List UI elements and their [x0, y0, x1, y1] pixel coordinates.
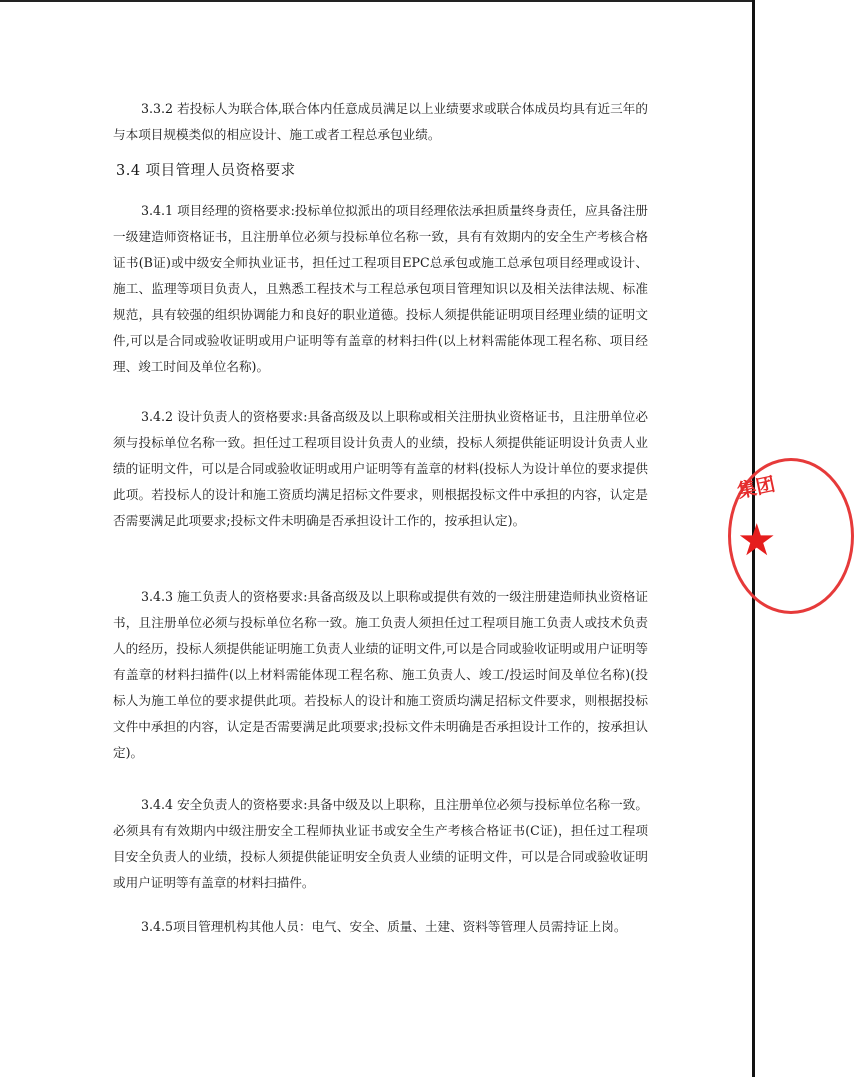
section-3-4-4: 3.4.4 安全负责人的资格要求:具备中级及以上职称，且注册单位必须与投标单位名称一致。必须具有有效期内中级注册安全工程师执业证书或安全生产考核合格证书(C证)，担任过工程项目安全负责人的业绩，投标人须提供能证明安全负责人业绩的证明文件，可以是合同或验收证明或用户证明等有盖章的材料扫描件。: [113, 797, 648, 890]
section-3-3-2: 3.3.2 若投标人为联合体,联合体内任意成员满足以上业绩要求或联合体成员均具有近三年的与本项目规模类似的相应设计、施工或者工程总承包业绩。: [113, 101, 648, 142]
company-seal-stamp: [728, 458, 854, 614]
section-3-4-2: 3.4.2 设计负责人的资格要求:具备高级及以上职称或相关注册执业资格证书，且注册单位必须与投标单位名称一致。担任过工程项目设计负责人的业绩，投标人须提供能证明设计负责人业绩的证明文件，可以是合同或验收证明或用户证明等有盖章的材料(投标人为设计单位的要求提供此项。若投标人的设计和施工资质均满足招标文件要求，则根据投标文件中承担的内容，认定是否需要满足此项要求;投标文件未明确是否承担设计工作的，按承担认定)。: [113, 409, 648, 528]
section-3-4-1: 3.4.1 项目经理的资格要求:投标单位拟派出的项目经理依法承担质量终身责任，应具备注册一级建造师资格证书，且注册单位必须与投标单位名称一致，具有有效期内的安全生产考核合格证书(B证)或中级安全师执业证书，担任过工程项目EPC总承包或施工总承包项目经理或设计、施工、监理等项目负责人，且熟悉工程技术与工程总承包项目管理知识以及相关法律法规、标准规范，具有较强的组织协调能力和良好的职业道德。投标人须提供能证明项目经理业绩的证明文件,可以是合同或验收证明或用户证明等有盖章的材料扫件(以上材料需能体现工程名称、项目经理、竣工时间及单位名称)。: [113, 203, 648, 374]
section-3-4-3: 3.4.3 施工负责人的资格要求:具备高级及以上职称或提供有效的一级注册建造师执业资格证书，且注册单位必须与投标单位名称一致。施工负责人须担任过工程项目施工负责人或技术负责人的经历，投标人须提供能证明施工负责人业绩的证明文件,可以是合同或验收证明或用户证明等有盖章的材料扫描件(以上材料需能体现工程名称、施工负责人、竣工/投运时间及单位名称)(投标人为施工单位的要求提供此项。若投标人的设计和施工资质均满足招标文件要求，则根据投标文件中承担的内容，认定是否需要满足此项要求;投标文件未明确是否承担设计工作的，按承担认定)。: [113, 589, 648, 760]
heading-3-4: 3.4 项目管理人员资格要求: [116, 163, 296, 179]
stamp-text: 集团: [735, 473, 778, 503]
star-icon: ★: [737, 515, 777, 566]
page-top-edge: [0, 0, 752, 2]
section-3-4-5: 3.4.5项目管理机构其他人员：电气、安全、质量、土建、资料等管理人员需持证上岗。: [141, 919, 627, 934]
